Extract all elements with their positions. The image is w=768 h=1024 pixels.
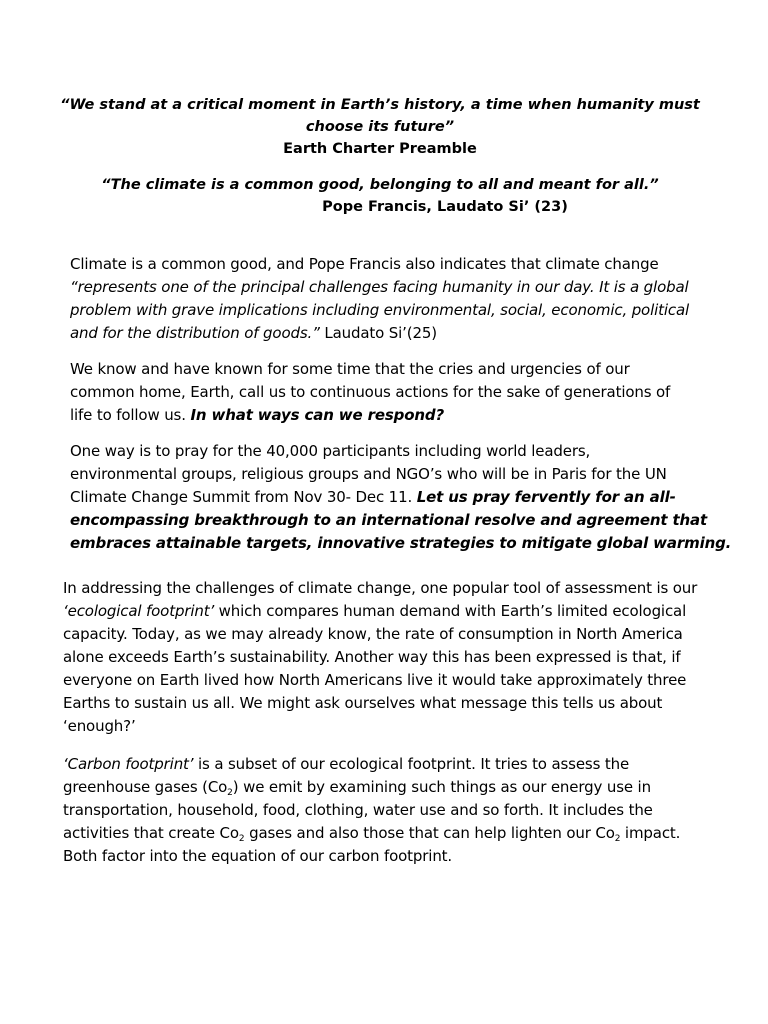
paragraph-line: “represents one of the principal challenges facing humanity in our day. It is a global xyxy=(70,278,689,296)
paragraph-line: capacity. Today, as we may already know, the rate of consumption in North America xyxy=(63,625,683,643)
paragraph-line: environmental groups, religious groups and NGO’s who will be in Paris for the UN xyxy=(70,465,667,483)
text-run: activities that create Co xyxy=(63,824,239,842)
prayer-emphasis: Let us pray fervently for an all- xyxy=(416,488,676,506)
text-run: life to follow us. xyxy=(70,406,191,424)
text-run: is a subset of our ecological footprint. It tries to assess the xyxy=(193,755,630,773)
paragraph-line: transportation, household, food, clothing, water use and so forth. It includes the xyxy=(63,801,653,819)
paragraph-cries xyxy=(70,358,670,427)
quote-line: “The climate is a common good, belonging to all and meant for all.” xyxy=(101,177,659,193)
text-run: ) we emit by examining such things as our energy use in xyxy=(232,778,651,796)
laudato-si-quote xyxy=(60,174,700,218)
paragraph-line: ‘enough?’ xyxy=(63,717,136,735)
subscript: 2 xyxy=(614,834,621,844)
paragraph-line: everyone on Earth lived how North Americans live it would take approximately three xyxy=(63,671,687,689)
paragraph-line xyxy=(63,822,680,845)
paragraph-line xyxy=(63,776,680,799)
quote-line: “We stand at a critical moment in Earth’s history, a time when humanity must xyxy=(60,97,700,113)
paragraph-line: Climate is a common good, and Pope Francis also indicates that climate change xyxy=(70,255,659,273)
paragraph-prayer xyxy=(70,440,731,555)
paragraph-line: Earths to sustain us all. We might ask ourselves what message this tells us about xyxy=(63,694,663,712)
paragraph-line xyxy=(70,322,689,345)
paragraph-line: problem with grave implications including environmental, social, economic, political xyxy=(70,301,690,319)
paragraph-line xyxy=(70,486,731,509)
paragraph-ecological-footprint xyxy=(63,577,697,738)
paragraph-common-good xyxy=(70,253,689,345)
quote-attribution: Pope Francis, Laudato Si’ (23) xyxy=(322,199,568,215)
text-run: which compares human demand with Earth’s limited ecological xyxy=(214,602,687,620)
paragraph-line xyxy=(70,404,670,427)
paragraph-line: One way is to pray for the 40,000 participants including world leaders, xyxy=(70,442,591,460)
paragraph-line: In addressing the challenges of climate change, one popular tool of assessment is our xyxy=(63,579,698,597)
quote-end: and for the distribution of goods.” xyxy=(70,324,320,342)
paragraph-line xyxy=(63,600,697,623)
paragraph-line: common home, Earth, call us to continuous actions for the sake of generations of xyxy=(70,383,671,401)
question-emphasis: In what ways can we respond? xyxy=(190,406,445,424)
text-run: impact. xyxy=(620,824,681,842)
text-run: Climate Change Summit from Nov 30- Dec 11. xyxy=(70,488,417,506)
paragraph-line: encompassing breakthrough to an international resolve and agreement that xyxy=(70,511,708,529)
text-run: greenhouse gases (Co xyxy=(63,778,228,796)
term-ecological-footprint: ‘ecological footprint’ xyxy=(63,602,215,620)
paragraph-line: We know and have known for some time that the cries and urgencies of our xyxy=(70,360,630,378)
text-run: gases and also those that can help lighten our Co xyxy=(244,824,615,842)
paragraph-line: alone exceeds Earth’s sustainability. Another way this has been expressed is that, if xyxy=(63,648,681,666)
term-carbon-footprint: ‘Carbon footprint’ xyxy=(63,755,194,773)
quote-attribution: Earth Charter Preamble xyxy=(283,141,477,157)
paragraph-line xyxy=(63,753,680,776)
quote-line: choose its future” xyxy=(305,119,455,135)
earth-charter-quote xyxy=(60,94,700,160)
paragraph-line: Both factor into the equation of our carbon footprint. xyxy=(63,847,453,865)
paragraph-line: embraces attainable targets, innovative strategies to mitigate global warming. xyxy=(70,534,732,552)
citation: Laudato Si’(25) xyxy=(319,324,437,342)
subscript: 2 xyxy=(238,834,245,844)
paragraph-carbon-footprint xyxy=(63,753,680,868)
subscript: 2 xyxy=(227,788,233,798)
